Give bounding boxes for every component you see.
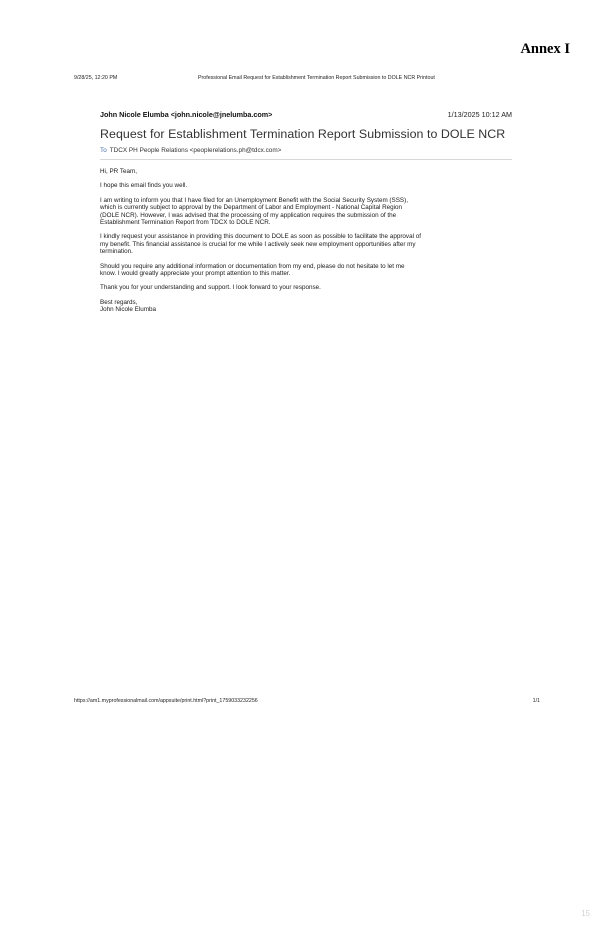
email-sender: John Nicole Elumba <john.nicole@jnelumba.com> [100, 110, 273, 119]
email-subject: Request for Establishment Termination Report Submission to DOLE NCR [100, 127, 506, 141]
email-recipient: TDCX PH People Relations <peoplerelations.ph@tdcx.com> [109, 147, 282, 154]
paragraph-line: know. I would greatly appreciate your prompt attention to this matter. [100, 270, 291, 278]
paragraph-line: my benefit. This financial assistance is crucial for me while I actively seek new employment opportunities after my [100, 240, 416, 248]
email-header-row [100, 110, 512, 122]
header-divider [100, 159, 512, 160]
print-page-count: 1/1 [532, 698, 540, 704]
print-url: https://am1.myprofessionalmail.com/appsuite/print.html?print_1759033232256 [74, 698, 258, 704]
paragraph-line: Should you require any additional information or documentation from my end, please do not hesitate to let me [100, 262, 405, 270]
paragraph-line: I kindly request your assistance in providing this document to DOLE as soon as possible to facilitate the approval of [100, 233, 421, 241]
email-paragraph-1: I hope this email finds you well. [100, 182, 188, 190]
email-body [100, 168, 512, 314]
print-document-title: Professional Email Request for Establishment Termination Report Submission to DOLE NCR Printout [198, 75, 435, 81]
email-paragraph-4 [100, 263, 512, 278]
recipient-label: To [100, 147, 107, 154]
print-datetime: 9/28/25, 12:20 PM [74, 75, 118, 81]
email-signoff [100, 299, 512, 314]
paragraph-line: termination. [100, 248, 133, 256]
print-footer [74, 698, 540, 708]
email-greeting: Hi, PR Team, [100, 168, 137, 175]
email-paragraph-5: Thank you for your understanding and support. I look forward to your response. [100, 284, 321, 292]
paragraph-line: (DOLE NCR). However, I was advised that the processing of my application requires the submission of the [100, 211, 397, 219]
paragraph-line: Establishment Termination Report from TDCX to DOLE NCR. [100, 219, 271, 227]
annex-label: Annex I [520, 41, 570, 57]
email-date: 1/13/2025 10:12 AM [447, 110, 512, 119]
email-signature: John Nicole Elumba [100, 306, 157, 314]
page-number: 15 [581, 909, 590, 918]
print-header [74, 75, 540, 85]
email-recipient-row [100, 147, 512, 154]
email-paragraph-2 [100, 197, 512, 227]
email-closing: Best regards, [100, 298, 138, 306]
email-message [100, 110, 512, 321]
paragraph-line: I am writing to inform you that I have filed for an Unemployment Benefit with the Social Security System (SSS), [100, 196, 408, 204]
email-paragraph-3 [100, 233, 512, 255]
paragraph-line: which is currently subject to approval by the Department of Labor and Employment - National Capital Region [100, 204, 403, 212]
